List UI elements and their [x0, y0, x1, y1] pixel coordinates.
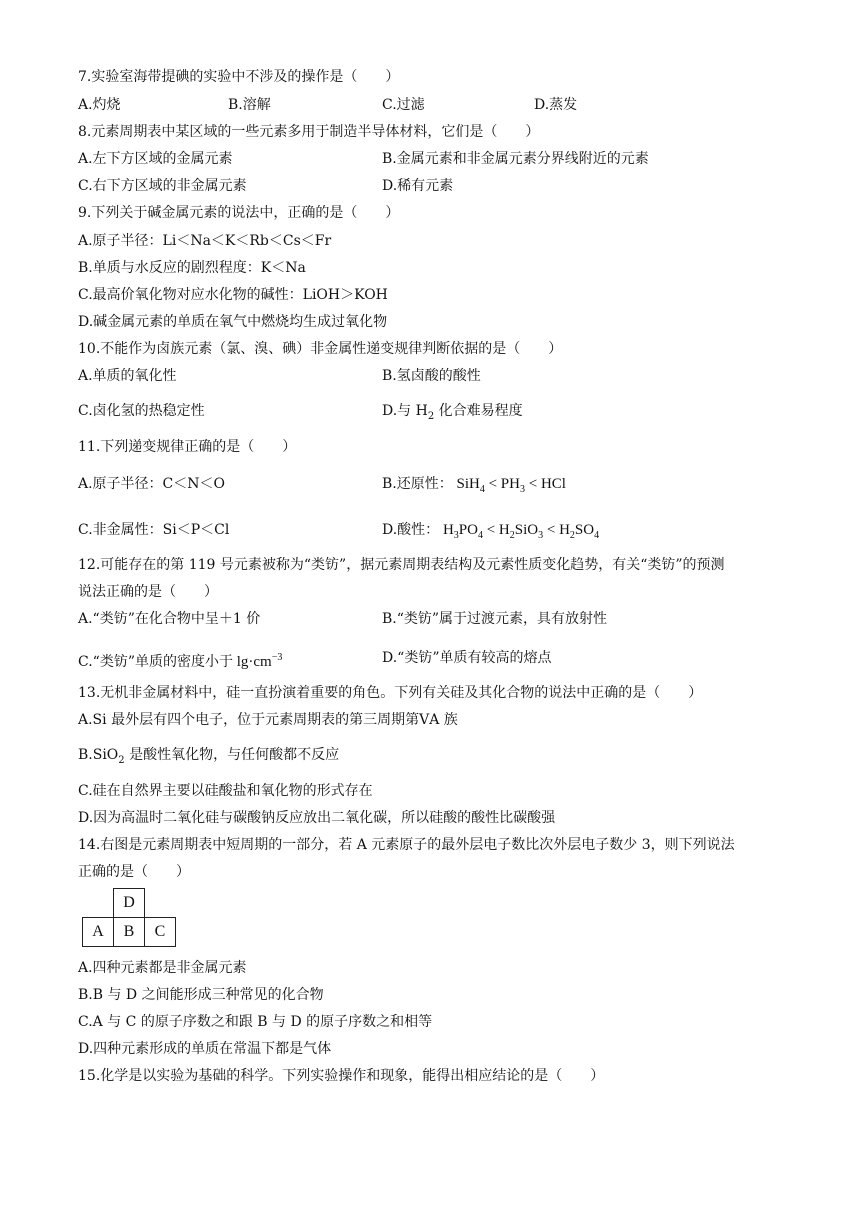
q13-option-c: C.硅在自然界主要以硅酸盐和氧化物的形式存在 [78, 783, 373, 799]
table-cell-a: A [83, 918, 114, 947]
q7-option-c: C.过滤 [382, 97, 425, 113]
table-cell-c: C [145, 918, 176, 947]
q13-option-d: D.因为高温时二氧化硅与碳酸钠反应放出二氧化碳，所以硅酸的酸性比碳酸强 [78, 810, 556, 826]
table-cell-empty [83, 889, 114, 918]
q14-option-a: A.四种元素都是非金属元素 [78, 960, 247, 976]
q14-option-b: B.B 与 D 之间能形成三种常见的化合物 [78, 987, 324, 1003]
q10-option-d: D.与 $H_2$ 化合难易程度 [382, 403, 523, 422]
q14-option-d: D.四种元素形成的单质在常温下都是气体 [78, 1041, 332, 1057]
q9-option-a: A.原子半径：Li＜Na＜K＜Rb＜Cs＜Fr [78, 233, 332, 249]
q11-option-a: A.原子半径：C＜N＜O [78, 476, 225, 492]
q10-stem: 10.不能作为卤族元素（氯、溴、碘）非金属性递变规律判断依据的是（ ） [78, 341, 563, 357]
table-cell-empty [145, 889, 176, 918]
q8-option-b: B.金属元素和非金属元素分界线附近的元素 [382, 151, 649, 167]
q8-option-d: D.稀有元素 [382, 178, 454, 194]
q8-stem: 8.元素周期表中某区域的一些元素多用于制造半导体材料，它们是（ ） [78, 124, 540, 140]
q10-option-c: C.卤化氢的热稳定性 [78, 403, 205, 419]
table-cell-d: D [114, 889, 145, 918]
q13-option-a: A.Si 最外层有四个电子，位于元素周期表的第三周期第ⅤA 族 [78, 712, 458, 728]
q12-option-b: B.“类钫”属于过渡元素，具有放射性 [382, 611, 608, 627]
q11-option-b: B.还原性： $SiH_4 < PH_3$ < HCl [382, 476, 566, 495]
q7-option-d: D.蒸发 [534, 97, 578, 113]
q12-stem-line1: 12.可能存在的第 119 号元素被称为“类钫”，据元素周期表结构及元素性质变化趋势，有关“类钫”的预测 [78, 557, 725, 573]
q14-option-c: C.A 与 C 的原子序数之和跟 B 与 D 的原子序数之和相等 [78, 1014, 433, 1030]
q8-option-a: A.左下方区域的金属元素 [78, 151, 233, 167]
q12-option-a: A.“类钫”在化合物中呈＋1 价 [78, 611, 261, 627]
periodic-table-fragment [82, 888, 176, 947]
q9-option-d: D.碱金属元素的单质在氧气中燃烧均生成过氧化物 [78, 314, 388, 330]
q11-option-d: D.酸性： $H_3PO_4 < H_2SiO_3 < H_2SO_4$ [382, 522, 600, 541]
q13-option-b: B.SiO$_2$ 是酸性氧化物，与任何酸都不反应 [78, 747, 340, 766]
q10-option-b: B.氢卤酸的酸性 [382, 368, 481, 384]
q12-stem-line2: 说法正确的是（ ） [78, 584, 218, 600]
q10-option-a: A.单质的氧化性 [78, 368, 177, 384]
q12-option-c: C.“类钫”单质的密度小于 $\lg\cdot cm^{-3}$ [78, 652, 283, 670]
q9-stem: 9.下列关于碱金属元素的说法中，正确的是（ ） [78, 205, 400, 221]
q14-stem-line1: 14.右图是元素周期表中短周期的一部分，若 A 元素原子的最外层电子数比次外层电子数少 3，则下列说法 [78, 837, 735, 853]
q12-option-d: D.“类钫”单质有较高的熔点 [382, 650, 552, 666]
table-cell-b: B [114, 918, 145, 947]
q7-option-b: B.溶解 [228, 97, 271, 113]
q15-stem: 15.化学是以实验为基础的科学。下列实验操作和现象，能得出相应结论的是（ ） [78, 1068, 605, 1084]
q11-option-c: C.非金属性：Si＜P＜Cl [78, 522, 230, 538]
q9-option-c: C.最高价氧化物对应水化物的碱性：LiOH＞KOH [78, 287, 388, 303]
q8-option-c: C.右下方区域的非金属元素 [78, 178, 247, 194]
q9-option-b: B.单质与水反应的剧烈程度：K＜Na [78, 260, 306, 276]
q14-stem-line2: 正确的是（ ） [78, 864, 190, 880]
q7-option-a: A.灼烧 [78, 97, 121, 113]
q7-stem: 7.实验室海带提碘的实验中不涉及的操作是（ ） [78, 69, 400, 85]
q13-stem: 13.无机非金属材料中，硅一直扮演着重要的角色。下列有关硅及其化合物的说法中正确的是（ ） [78, 685, 703, 701]
q11-stem: 11.下列递变规律正确的是（ ） [78, 439, 297, 455]
